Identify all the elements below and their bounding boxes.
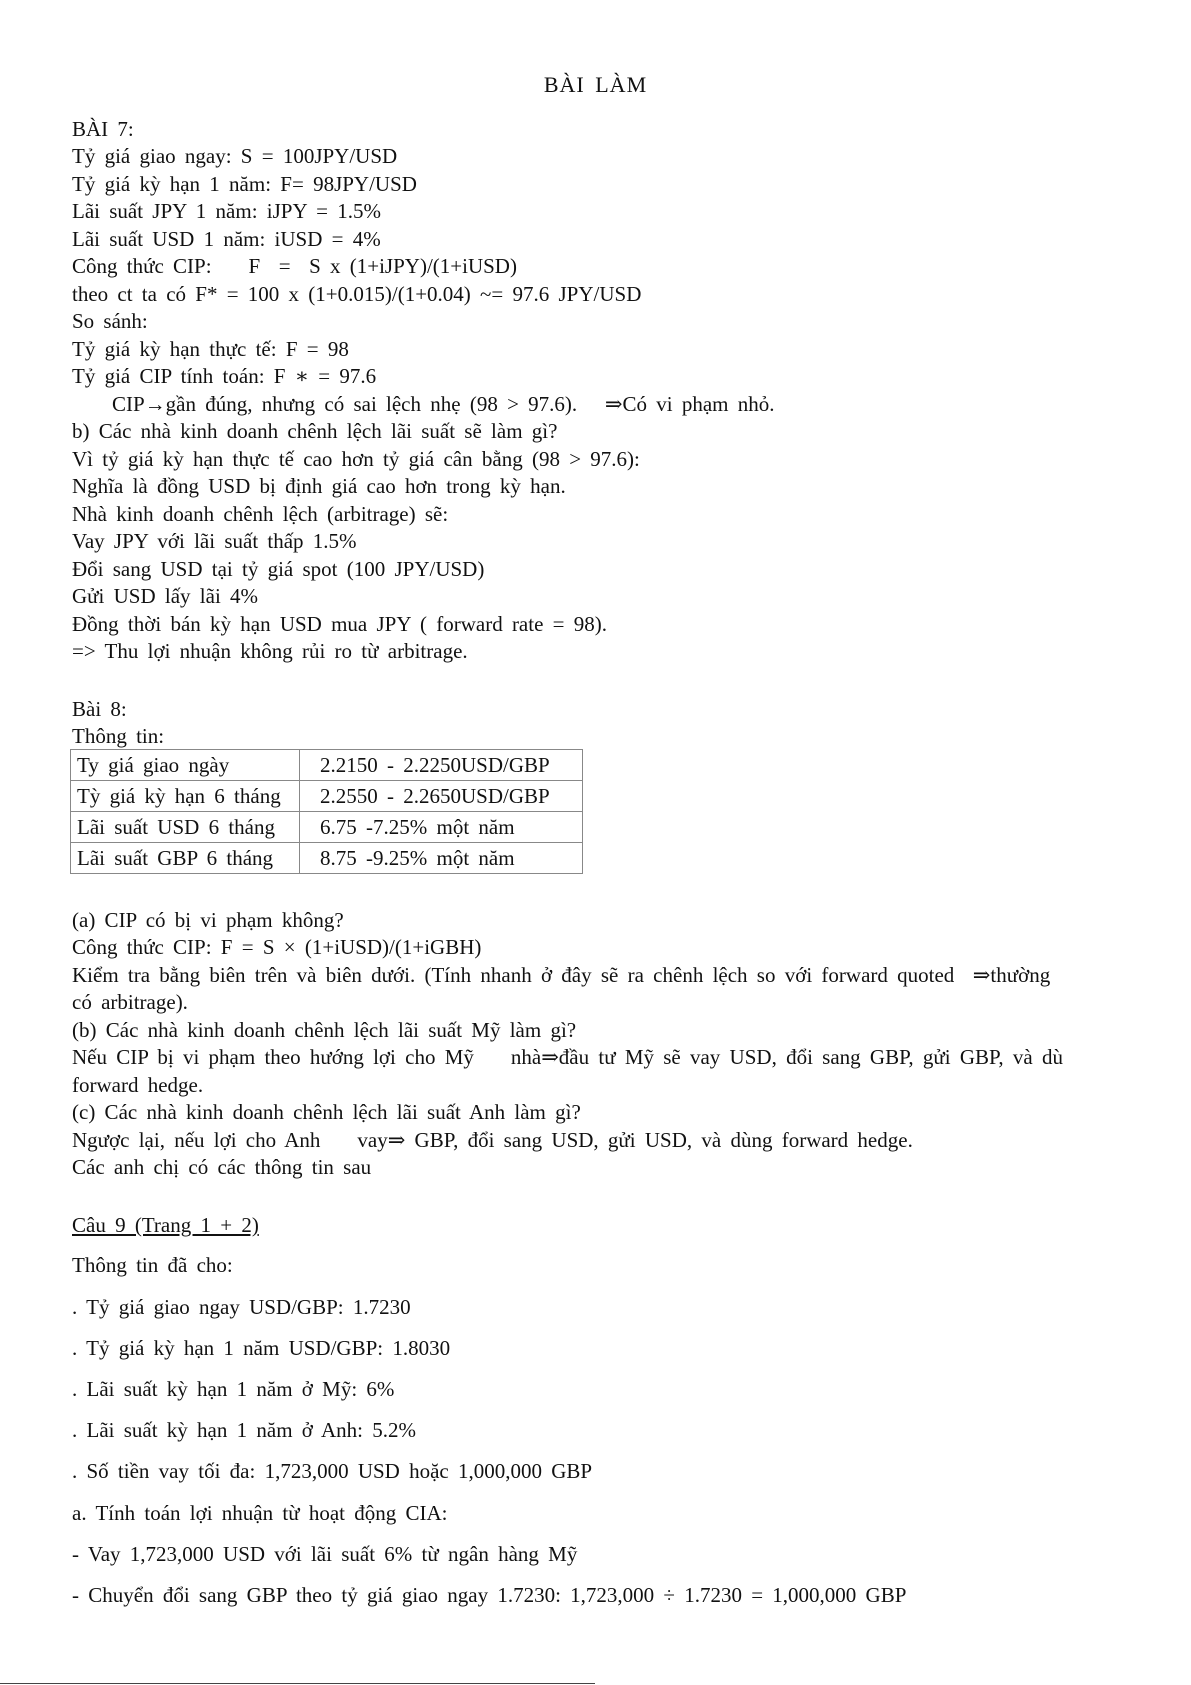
bai7-line: Vay JPY với lãi suất thấp 1.5% [72, 529, 357, 553]
table-cell: 2.2150 - 2.2250USD/GBP [300, 750, 583, 781]
table-cell: Lãi suất USD 6 tháng [71, 812, 300, 843]
footer-divider [0, 1683, 595, 1684]
bai7-line: Nhà kinh doanh chênh lệch (arbitrage) sẽ: [72, 502, 449, 526]
bai7-line: b) Các nhà kinh doanh chênh lệch lãi suất sẽ làm gì? [72, 419, 558, 443]
bai7-line: Công thức CIP: F = S x (1+iJPY)/(1+iUSD) [72, 254, 517, 278]
table-cell: Tỳ giá kỳ hạn 6 tháng [71, 781, 300, 812]
bai8-line: (a) CIP có bị vi phạm không? [72, 908, 344, 932]
table-row [71, 781, 583, 812]
bai7-line: Lãi suất USD 1 năm: iUSD = 4% [72, 227, 381, 251]
bai8-line: Các anh chị có các thông tin sau [72, 1155, 372, 1179]
bai7-line: Tỷ giá kỳ hạn 1 năm: F= 98JPY/USD [72, 172, 417, 196]
bai7-heading: BÀI 7: [72, 117, 134, 141]
cau9-heading: Câu 9 (Trang 1 + 2) [72, 1213, 259, 1237]
table-cell: Ty giá giao ngày [71, 750, 300, 781]
bai7-line: Vì tỷ giá kỳ hạn thực tế cao hơn tỷ giá cân bằng (98 > 97.6): [72, 447, 640, 471]
bai8-line: forward hedge. [72, 1073, 204, 1097]
bai8-line: Nếu CIP bị vi phạm theo hướng lợi cho Mỹ nhà⇒đầu tư Mỹ sẽ vay USD, đổi sang GBP, gửi GBP, và dù [72, 1045, 1063, 1069]
bai8-line: (b) Các nhà kinh doanh chênh lệch lãi suất Mỹ làm gì? [72, 1018, 577, 1042]
bai7-line: => Thu lợi nhuận không rủi ro từ arbitrage. [72, 639, 468, 663]
bai7-line: Tỷ giá giao ngay: S = 100JPY/USD [72, 144, 398, 168]
bai7-line: Tỷ giá kỳ hạn thực tế: F = 98 [72, 337, 349, 361]
cau9-line: Thông tin đã cho: [72, 1253, 233, 1277]
bai8-line: Kiểm tra bằng biên trên và biên dưới. (Tính nhanh ở đây sẽ ra chênh lệch so với forward quoted ⇒thường [72, 963, 1051, 987]
table-row [71, 843, 583, 874]
bai8-line: Ngược lại, nếu lợi cho Anh vay⇒ GBP, đổi sang USD, gửi USD, và dùng forward hedge. [72, 1128, 913, 1152]
cau9-line: a. Tính toán lợi nhuận từ hoạt động CIA: [72, 1501, 448, 1525]
bai7-line: Lãi suất JPY 1 năm: iJPY = 1.5% [72, 199, 381, 223]
cau9-line: . Tỷ giá giao ngay USD/GBP: 1.7230 [72, 1295, 411, 1319]
document-title: BÀI LÀM [543, 72, 648, 97]
table-row [71, 750, 583, 781]
bai7-line: Gửi USD lấy lãi 4% [72, 584, 259, 608]
bai7-conclusion: CIP→gần đúng, nhưng có sai lệch nhẹ (98 > 97.6). ⇒Có vi phạm nhỏ. [112, 392, 775, 416]
cau9-line: . Lãi suất kỳ hạn 1 năm ở Anh: 5.2% [72, 1418, 416, 1442]
bai7-line: Tỷ giá CIP tính toán: F ∗ = 97.6 [72, 364, 377, 388]
table-cell: 8.75 -9.25% một năm [300, 843, 583, 874]
table-cell: 2.2550 - 2.2650USD/GBP [300, 781, 583, 812]
bai8-info-label: Thông tin: [72, 724, 165, 748]
cau9-line: - Vay 1,723,000 USD với lãi suất 6% từ ngân hàng Mỹ [72, 1542, 578, 1566]
bai7-line: theo ct ta có F* = 100 x (1+0.015)/(1+0.04) ~= 97.6 JPY/USD [72, 282, 642, 306]
bai7-line: Đổi sang USD tại tỷ giá spot (100 JPY/USD) [72, 557, 485, 581]
table-cell: Lãi suất GBP 6 tháng [71, 843, 300, 874]
bai8-line: Công thức CIP: F = S × (1+iUSD)/(1+iGBH) [72, 935, 482, 959]
table-cell: 6.75 -7.25% một năm [300, 812, 583, 843]
bai7-line: Đồng thời bán kỳ hạn USD mua JPY ( forward rate = 98). [72, 612, 607, 636]
bai8-heading: Bài 8: [72, 697, 127, 721]
cau9-line: . Lãi suất kỳ hạn 1 năm ở Mỹ: 6% [72, 1377, 395, 1401]
bai8-line: (c) Các nhà kinh doanh chênh lệch lãi suất Anh làm gì? [72, 1100, 581, 1124]
table-row [71, 812, 583, 843]
bai7-line: Nghĩa là đồng USD bị định giá cao hơn trong kỳ hạn. [72, 474, 566, 498]
cau9-line: - Chuyển đổi sang GBP theo tỷ giá giao ngay 1.7230: 1,723,000 ÷ 1.7230 = 1,000,000 GBP [72, 1583, 907, 1607]
bai7-line: So sánh: [72, 309, 148, 333]
cau9-line: . Tỷ giá kỳ hạn 1 năm USD/GBP: 1.8030 [72, 1336, 451, 1360]
bai8-line: có arbitrage). [72, 990, 188, 1014]
cau9-line: . Số tiền vay tối đa: 1,723,000 USD hoặc 1,000,000 GBP [72, 1459, 593, 1483]
exchange-info-table [70, 749, 583, 874]
